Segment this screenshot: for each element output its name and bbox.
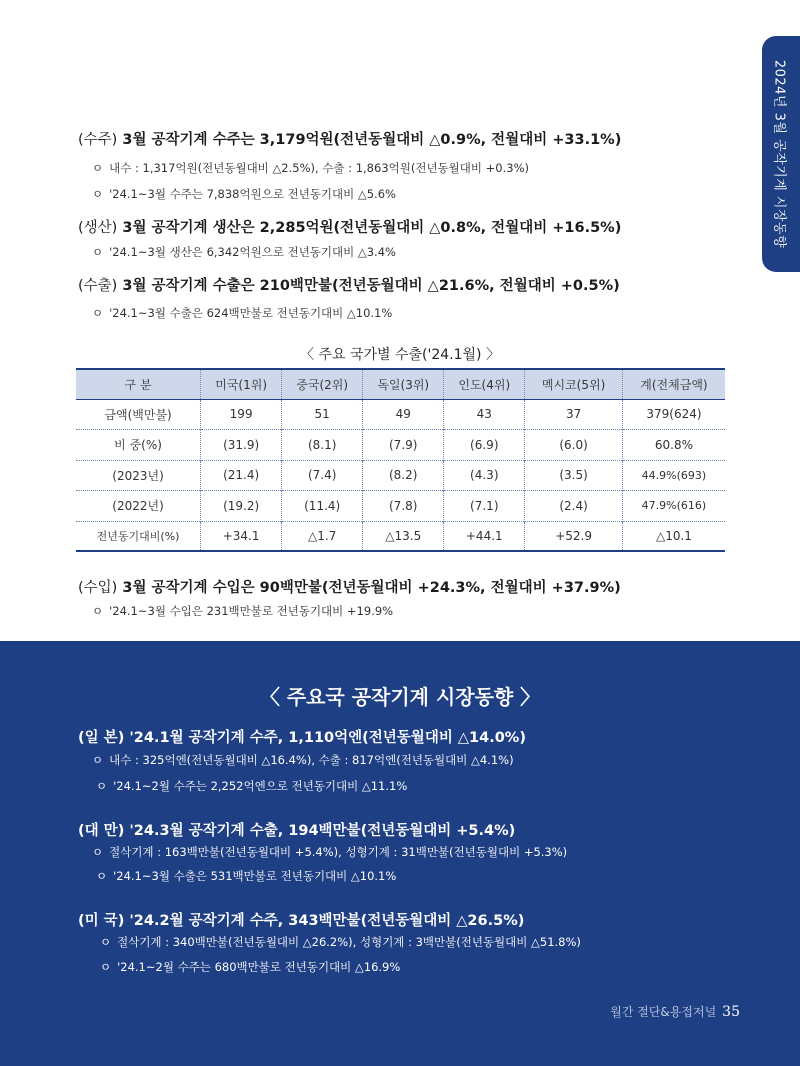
table-cell: +52.9 [525,521,623,551]
production-bullet-1 [92,244,396,260]
table-cell: 379(624) [622,399,725,430]
import-bullet-1 [92,603,393,619]
japan-headline: (일 본) '24.1월 공작기계 수주, 1,110억엔(전년동월대비 △14.0%) [78,730,526,746]
bullet-icon: ㅇ [92,604,104,618]
page-number: 35 [722,1004,740,1020]
import-tag: (수입) [78,580,118,596]
taiwan-bullet-1 [92,844,567,860]
table-cell: (3.5) [525,460,623,491]
table-row [76,460,725,491]
side-tab [762,36,800,272]
table-cell: (2022년) [112,499,164,514]
table-header: 인도(4위) [444,369,525,399]
production-bullet-1-text: '24.1~3월 생산은 6,342억원으로 전년동기대비 △3.4% [109,245,396,259]
japan-bullet-1-text: 내수 : 325억엔(전년동월대비 △16.4%), 수출 : 817억엔(전년동월대비 △4.1%) [109,753,514,767]
table-cell: (7.1) [444,491,525,522]
order-bullet-2-text: '24.1~3월 수주는 7,838억원으로 전년동기대비 △5.6% [109,187,396,201]
table-cell: 전년동기대비(%) [96,529,180,543]
order-headline-text: 3월 공작기계 수주는 3,179억원(전년동월대비 △0.9%, 전월대비 +33.1%) [117,132,622,148]
order-bullet-2 [92,186,396,202]
table-cell: (8.2) [363,460,444,491]
table-header: 미국(1위) [201,369,282,399]
journal-name: 월간 절단&용접저널 [610,1005,717,1019]
table-cell: 47.9%(616) [622,491,725,522]
table-cell: (2023년) [112,468,164,483]
table-cell: △10.1 [622,521,725,551]
taiwan-bullet-2-text: '24.1~3월 수출은 531백만불로 전년동기대비 △10.1% [113,869,397,883]
market-title: 〈 주요국 공작기계 시장동향 〉 [259,685,541,709]
table-header: 멕시코(5위) [525,369,623,399]
bullet-icon: ㅇ [96,869,108,883]
export-tag: (수출) [78,278,118,294]
table-cell: (21.4) [201,460,282,491]
table-header: 계(전체금액) [622,369,725,399]
table-cell: (8.1) [282,430,363,461]
usa-headline: (미 국) '24.2월 공작기계 수주, 343백만불(전년동월대비 △26.5%) [78,913,525,929]
export-headline-text: 3월 공작기계 수출은 210백만불(전년동월대비 △21.6%, 전월대비 +0.5%) [117,278,620,294]
table-cell: (7.8) [363,491,444,522]
table-cell: 43 [444,399,525,430]
order-headline [78,128,621,149]
side-tab-label: 2024년 3월 공작기계 시장동향 [771,59,787,249]
japan-bullet-2-text: '24.1~2월 수주는 2,252억엔으로 전년동기대비 △11.1% [113,779,408,793]
table-cell: 49 [363,399,444,430]
import-headline [78,576,621,597]
table-cell: (31.9) [201,430,282,461]
table-row [76,399,725,430]
table-cell: (6.0) [525,430,623,461]
order-bullet-1 [92,160,529,176]
table-cell: 금액(백만불) [104,407,172,422]
usa-bullet-1-text: 절삭기계 : 340백만불(전년동월대비 △26.2%), 성형기계 : 3백만불(전년동월대비 △51.8%) [117,935,581,949]
table-cell: (11.4) [282,491,363,522]
table-cell: (2.4) [525,491,623,522]
bullet-icon: ㅇ [96,779,108,793]
footer [610,1003,740,1020]
table-cell: (4.3) [444,460,525,491]
table-cell: 60.8% [622,430,725,461]
taiwan-bullet-1-text: 절삭기계 : 163백만불(전년동월대비 +5.4%), 성형기계 : 31백만불(전년동월대비 +5.3%) [109,845,568,859]
bullet-icon: ㅇ [92,845,104,859]
table-cell: △1.7 [282,521,363,551]
order-tag: (수주) [78,132,118,148]
table-cell: (6.9) [444,430,525,461]
table-cell: (19.2) [201,491,282,522]
table-header-row [76,369,725,399]
table-cell: +44.1 [444,521,525,551]
table-cell: 비 중(%) [114,438,162,453]
order-bullet-1-text: 내수 : 1,317억원(전년동월대비 △2.5%), 수출 : 1,863억원(전년동월대비 +0.3%) [109,161,529,175]
bullet-icon: ㅇ [92,161,104,175]
production-headline-text: 3월 공작기계 생산은 2,285억원(전년동월대비 △0.8%, 전월대비 +16.5%) [117,220,622,236]
bullet-icon: ㅇ [100,960,112,974]
table-row [76,430,725,461]
import-headline-text: 3월 공작기계 수입은 90백만불(전년동월대비 +24.3%, 전월대비 +37.9%) [117,580,621,596]
taiwan-headline: (대 만) '24.3월 공작기계 수출, 194백만불(전년동월대비 +5.4%) [78,823,516,839]
taiwan-bullet-2 [96,868,396,884]
market-section [0,641,800,1066]
import-bullet-1-text: '24.1~3월 수입은 231백만불로 전년동기대비 +19.9% [109,604,394,618]
table-cell: +34.1 [201,521,282,551]
bullet-icon: ㅇ [92,306,104,320]
table-cell: 199 [201,399,282,430]
table-header: 구 분 [124,377,152,392]
table-row [76,491,725,522]
table-cell: (7.4) [282,460,363,491]
japan-bullet-1 [92,752,514,768]
bullet-icon: ㅇ [92,753,104,767]
table-cell: (7.9) [363,430,444,461]
table-header: 독일(3위) [363,369,444,399]
bullet-icon: ㅇ [92,245,104,259]
export-bullet-1 [92,305,392,321]
usa-bullet-2 [100,959,400,975]
table-row [76,521,725,551]
production-tag: (생산) [78,220,118,236]
production-headline [78,216,621,237]
export-headline [78,274,620,295]
table-header: 중국(2위) [282,369,363,399]
bullet-icon: ㅇ [92,187,104,201]
table-cell: 51 [282,399,363,430]
export-bullet-1-text: '24.1~3월 수출은 624백만불로 전년동기대비 △10.1% [109,306,393,320]
table-cell: 44.9%(693) [622,460,725,491]
japan-bullet-2 [96,778,407,794]
table-cell: △13.5 [363,521,444,551]
bullet-icon: ㅇ [100,935,112,949]
table-cell: 37 [525,399,623,430]
export-table [76,368,725,552]
table-title: 〈 주요 국가별 수출('24.1월) 〉 [300,347,500,363]
usa-bullet-1 [100,934,581,950]
usa-bullet-2-text: '24.1~2월 수주는 680백만불로 전년동기대비 △16.9% [117,960,401,974]
